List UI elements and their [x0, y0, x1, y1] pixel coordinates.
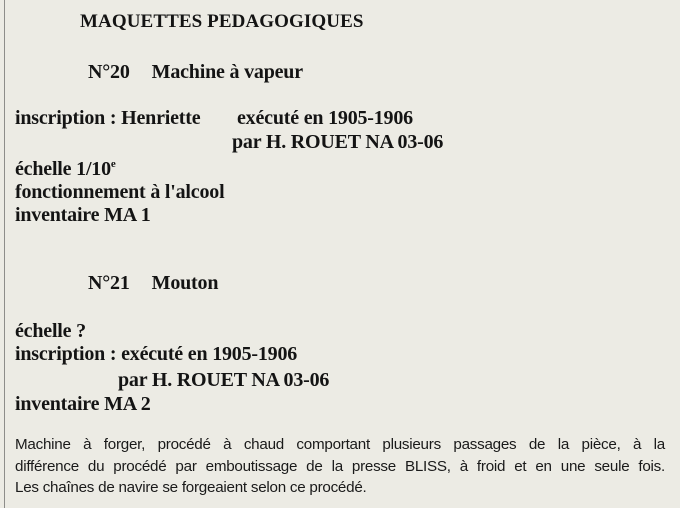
item-21-number: N°21 [88, 272, 130, 294]
page-border [4, 0, 5, 508]
item-20-heading [88, 61, 303, 83]
item-21-heading [88, 272, 218, 294]
description-paragraph [15, 434, 665, 499]
item-20-name: Machine à vapeur [151, 61, 303, 83]
item-20-inventory: inventaire MA 1 [15, 204, 151, 226]
item-20-operation: fonctionnement à l'alcool [15, 181, 225, 203]
description-line-1: Machine à forger, procédé à chaud comportant plusieurs passages de la pièce, à la [15, 436, 665, 453]
description-line-2: différence du procédé par emboutissage de la presse BLISS, à froid et en une seule fois. [15, 457, 665, 475]
item-20-author: par H. ROUET NA 03-06 [232, 131, 444, 153]
description-line-3: Les chaînes de navire se forgeaient selon ce procédé. [15, 479, 367, 496]
item-20-inscription-label: inscription : [15, 107, 117, 129]
item-21-inscription: inscription : exécuté en 1905-1906 [15, 343, 298, 365]
item-20-inscription [15, 107, 200, 129]
item-20-scale-text: échelle 1/10 [15, 158, 111, 180]
item-20-inscription-value: Henriette [121, 107, 201, 129]
item-21-author: par H. ROUET NA 03-06 [118, 369, 330, 391]
item-20-scale-sup: e [110, 158, 116, 170]
item-21-name: Mouton [151, 272, 219, 294]
item-20-executed: exécuté en 1905-1906 [237, 107, 413, 129]
item-20-number: N°20 [88, 61, 130, 83]
document-title: MAQUETTES PEDAGOGIQUES [80, 11, 364, 32]
item-20-scale [15, 158, 116, 180]
item-21-inventory: inventaire MA 2 [15, 393, 151, 415]
item-21-scale: échelle ? [15, 320, 86, 342]
